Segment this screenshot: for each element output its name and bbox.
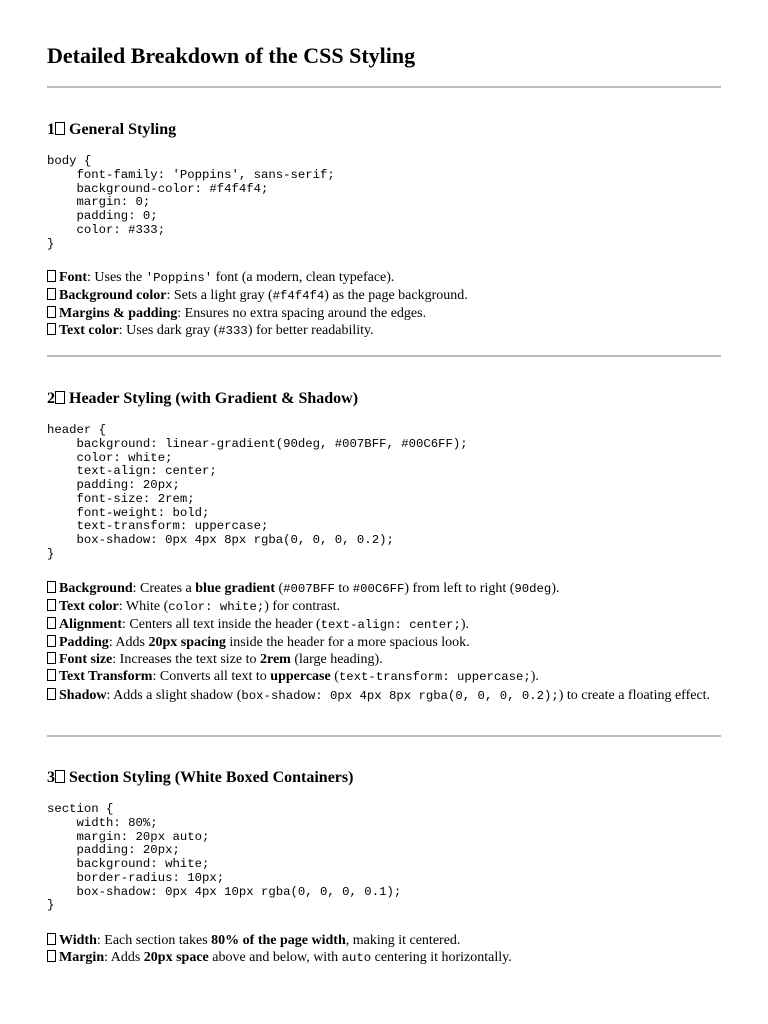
text: : Adds (108, 635, 149, 651)
divider (47, 86, 721, 88)
section-3-code: section { width: 80%; margin: 20px auto; padding: 20px; background: white; border-radius: 10px; box-shadow: 0px 4px 10px rgba(0, 0, 0, 0.1); } (47, 802, 402, 913)
bullet-item (47, 634, 723, 651)
bullet-item (47, 580, 723, 598)
bold-text: Background color (59, 288, 167, 304)
inline-code: text-align: center; (320, 618, 461, 633)
inline-code: #00C6FF (352, 582, 405, 596)
bullet-item (47, 949, 723, 967)
text: : Sets a light gray ( (166, 288, 273, 304)
bold-text: Text color (59, 323, 119, 339)
checkbox-glyph-icon (47, 617, 56, 629)
text: : Converts all text to (152, 669, 271, 685)
text: : Uses the (87, 270, 146, 285)
text: centering it horizontally. (371, 950, 512, 966)
bold-text: 80% of the page width (211, 933, 346, 948)
bold-text: Padding (59, 635, 109, 651)
bullet-item (47, 305, 723, 322)
keycap-glyph-icon (55, 122, 65, 135)
inline-code: text-transform: uppercase; (338, 670, 531, 685)
section-1-heading: 1 General Styling (47, 121, 177, 138)
checkbox-glyph-icon (47, 688, 56, 700)
bullet-item (47, 598, 723, 616)
text: : Creates a (132, 581, 196, 596)
text: ). (460, 617, 470, 633)
keycap-glyph-icon (55, 391, 65, 404)
section-1-code: body { font-family: 'Poppins', sans-serif; background-color: #f4f4f4; margin: 0; padding: 0; color: #333; } (47, 154, 335, 251)
checkbox-glyph-icon (47, 652, 56, 664)
text: above and below, with (208, 950, 342, 966)
text: (large heading). (290, 652, 383, 668)
bullet-item (47, 269, 723, 287)
inline-code: #007BFF (283, 582, 335, 596)
inline-code: #f4f4f4 (272, 289, 325, 304)
text: : Centers all text inside the header ( (122, 617, 321, 633)
text: ) from left to right ( (404, 581, 515, 596)
checkbox-glyph-icon (47, 635, 56, 647)
inline-code: #333 (218, 324, 248, 339)
text: ) as the page background. (324, 288, 468, 304)
bold-text: blue gradient (195, 581, 275, 596)
bold-text: 20px space (143, 950, 209, 966)
checkbox-glyph-icon (47, 599, 56, 611)
bullet-item (47, 616, 723, 634)
text: inside the header for a more spacious look. (225, 635, 470, 651)
checkbox-glyph-icon (47, 306, 56, 318)
text: , making it centered. (345, 933, 461, 948)
bold-text: uppercase (270, 669, 331, 685)
page-title: Detailed Breakdown of the CSS Styling (47, 43, 416, 68)
text: ) for contrast. (264, 599, 341, 615)
bold-text: Margin (59, 950, 105, 966)
bullet-item (47, 322, 723, 340)
bold-text: Text Transform (59, 669, 153, 685)
text: : Adds (104, 950, 144, 966)
text: : White ( (118, 599, 169, 615)
bold-text: Width (59, 933, 97, 948)
section-3-bullets (47, 932, 723, 967)
bold-text: 2rem (259, 652, 291, 668)
bullet-item (47, 287, 723, 305)
bullet-item (47, 651, 723, 668)
text: : Increases the text size to (112, 652, 260, 668)
section-2-code: header { background: linear-gradient(90deg, #007BFF, #00C6FF); color: white; text-align: center; padding: 20px; font-size: 2rem; font-weight: bold; text-transform: uppercase; box-shadow: 0px 4px 8px rgba(0, 0, 0, 0.2); } (47, 423, 468, 561)
checkbox-glyph-icon (47, 323, 56, 335)
checkbox-glyph-icon (47, 288, 56, 300)
inline-code: 90deg (514, 582, 552, 596)
text: ) for better readability. (247, 323, 374, 339)
inline-code: auto (341, 951, 372, 966)
section-2-heading: 2 Header Styling (with Gradient & Shadow) (47, 390, 359, 407)
text: ). (530, 669, 539, 685)
checkbox-glyph-icon (47, 270, 56, 282)
inline-code: box-shadow: 0px 4px 8px rgba(0, 0, 0, 0.2); (241, 688, 559, 703)
section-1-bullets (47, 269, 723, 340)
section-2-bullets (47, 580, 723, 705)
section-3-heading: 3 Section Styling (White Boxed Containers) (47, 769, 354, 786)
text: : Uses dark gray ( (118, 323, 219, 339)
checkbox-glyph-icon (47, 950, 56, 962)
checkbox-glyph-icon (47, 581, 56, 593)
text: ( (275, 581, 284, 596)
bold-text: Margins & padding (59, 306, 178, 322)
bullet-item (47, 932, 723, 949)
text: ( (330, 669, 339, 685)
keycap-glyph-icon (55, 770, 65, 783)
bold-text: Font size (59, 652, 113, 668)
bold-text: Background (59, 581, 133, 596)
bullet-item (47, 687, 723, 705)
bold-text: Text color (59, 599, 119, 615)
inline-code: color: white; (168, 600, 265, 615)
text: font (a modern, clean typeface). (212, 270, 395, 285)
bold-text: 20px spacing (148, 635, 226, 651)
text: ) to create a floating effect. (558, 687, 711, 703)
bold-text: Alignment (59, 617, 122, 633)
bullet-item (47, 668, 723, 686)
text: : Ensures no extra spacing around the edges. (177, 306, 427, 322)
checkbox-glyph-icon (47, 669, 56, 681)
bold-text: Shadow (59, 687, 107, 703)
text: : Adds a slight shadow ( (106, 687, 242, 703)
bold-text: Font (59, 270, 87, 285)
divider (47, 735, 721, 737)
text: to (334, 581, 353, 596)
inline-code: 'Poppins' (145, 271, 213, 285)
divider (47, 355, 721, 357)
text: : Each section takes (96, 933, 212, 948)
text: ). (551, 581, 560, 596)
checkbox-glyph-icon (47, 933, 56, 945)
